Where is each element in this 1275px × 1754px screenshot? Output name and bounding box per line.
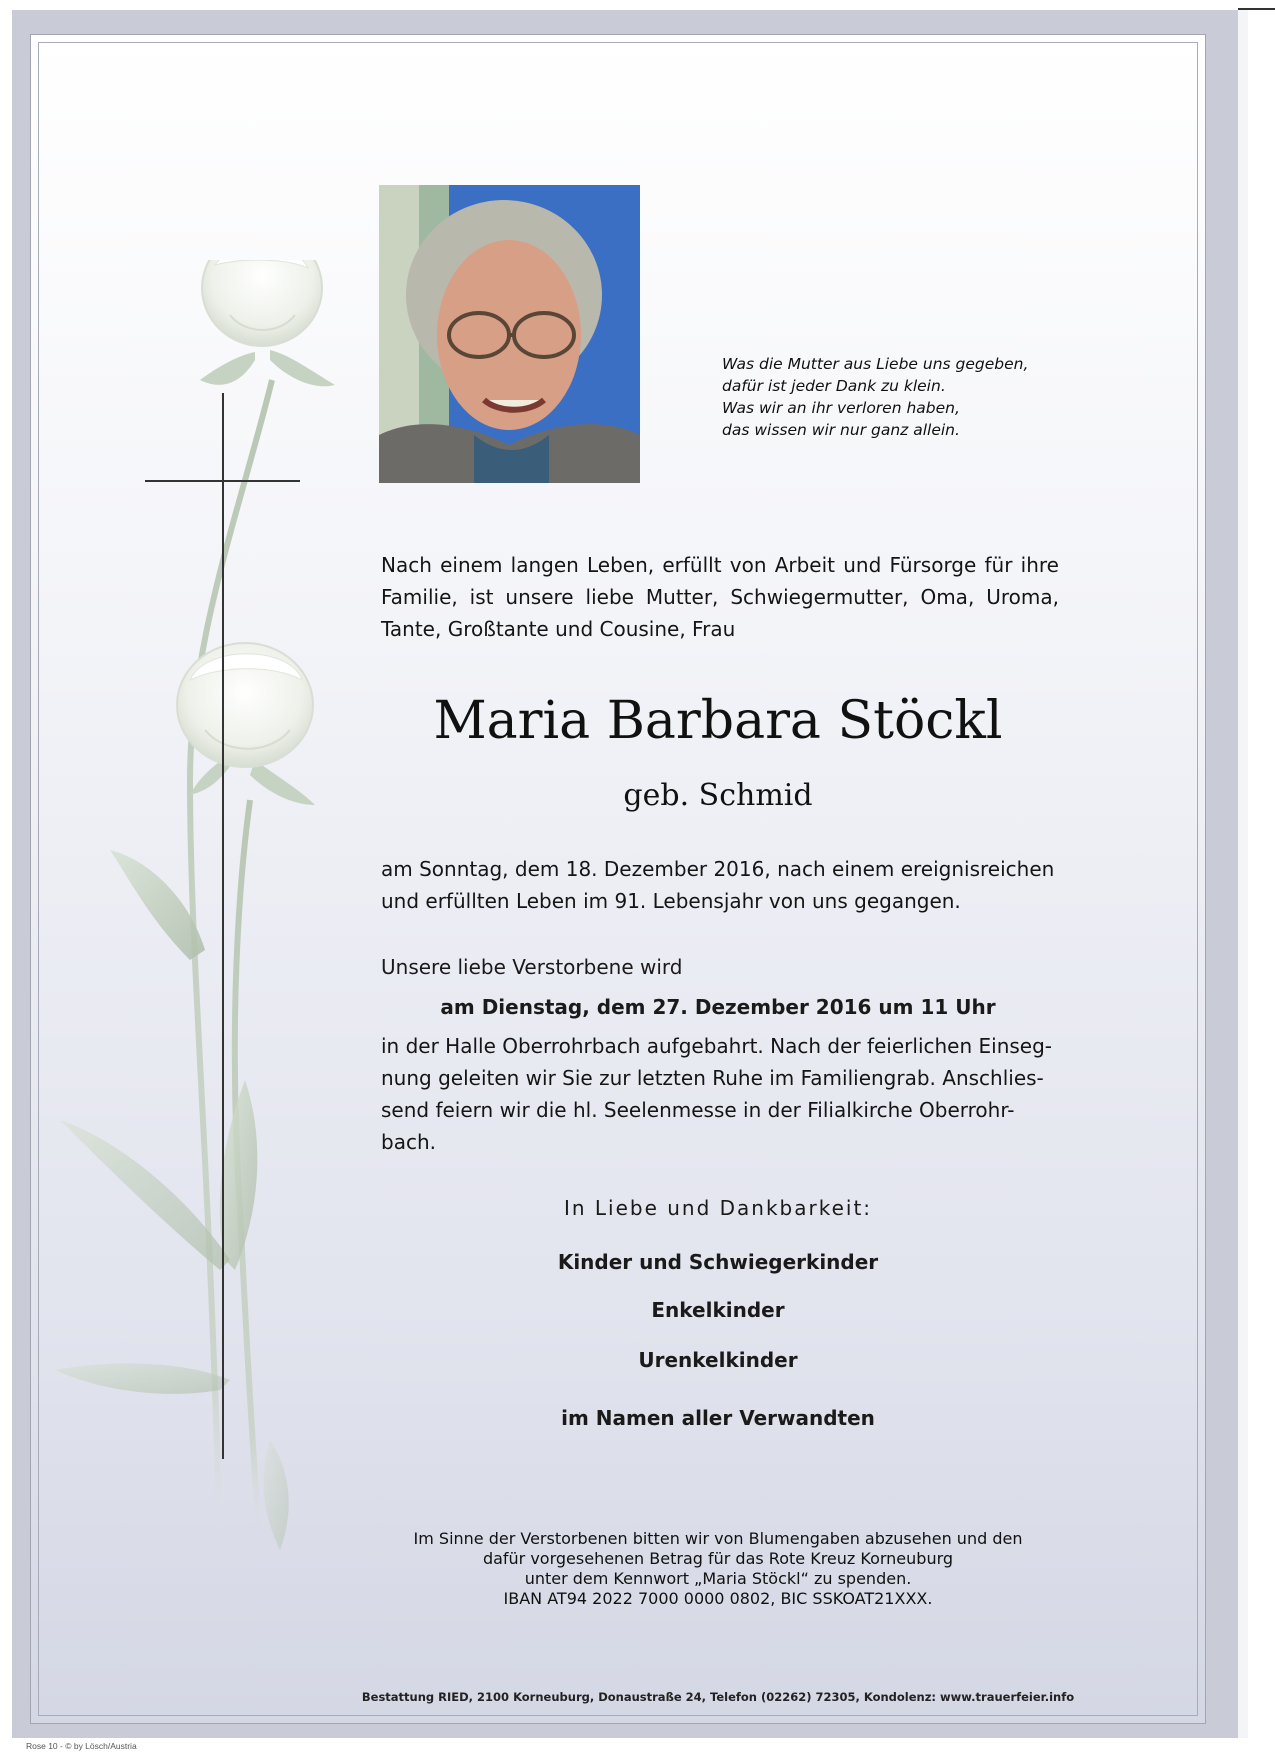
donation-note-line: unter dem Kennwort „Maria Stöckl“ zu spenden.: [524, 1569, 912, 1588]
mourner-group: im Namen aller Verwandten: [561, 1406, 875, 1430]
mourner-group: Enkelkinder: [651, 1298, 785, 1322]
poem-line: Was die Mutter aus Liebe uns gegeben,: [722, 355, 1029, 373]
scan-edge-line: [1238, 8, 1275, 10]
death-notice-line: und erfüllten Leben im 91. Lebensjahr von uns gegangen.: [381, 889, 961, 913]
death-notice: [381, 853, 1061, 917]
donation-note: [300, 1529, 1136, 1609]
image-credit: Rose 10 - © by Lösch/Austria: [26, 1741, 137, 1751]
funeral-date-time: am Dienstag, dem 27. Dezember 2016 um 11 Uhr: [440, 995, 996, 1019]
mourner-group: Kinder und Schwiegerkinder: [557, 1250, 879, 1274]
mourner-group: Urenkelkinder: [638, 1348, 798, 1372]
funeral-line: in der Halle Oberrohrbach aufgebahrt. Nach der feierlichen Einseg-: [381, 1034, 1053, 1058]
cross-vertical-line: [222, 393, 224, 1459]
cross-horizontal-line: [145, 480, 300, 482]
funeral-line: send feiern wir die hl. Seelenmesse in der Filialkirche Oberrohr-: [381, 1098, 1015, 1122]
intro-paragraph: Nach einem langen Leben, erfüllt von Arbeit und Fürsorge für ihre Familie, ist unsere liebe Mutter, Schwiegermutter, Oma, Uroma, Tante, Großtante und Cousine, Frau: [381, 553, 1059, 641]
maiden-name: geb. Schmid: [623, 778, 813, 813]
poem-line: dafür ist jeder Dank zu klein.: [722, 377, 946, 395]
deceased-name: Maria Barbara Stöckl: [433, 691, 1003, 751]
donation-note-line: Im Sinne der Verstorbenen bitten wir von Blumengaben abzusehen und den: [413, 1529, 1023, 1548]
portrait-photo: [379, 185, 640, 483]
mourners-heading: In Liebe und Dankbarkeit:: [563, 1196, 873, 1220]
funeral-line: bach.: [381, 1130, 436, 1154]
donation-note-line: dafür vorgesehenen Betrag für das Rote Kreuz Korneuburg: [482, 1549, 954, 1568]
memorial-poem: [722, 353, 1152, 441]
funeral-details: [381, 1030, 1059, 1158]
donation-note-line: IBAN AT94 2022 7000 0000 0802, BIC SSKOAT21XXX.: [503, 1589, 933, 1608]
sheet-edge: [1238, 10, 1248, 1738]
poem-line: Was wir an ihr verloren haben,: [722, 399, 960, 417]
funeral-home-footer: Bestattung RIED, 2100 Korneuburg, Donaustraße 24, Telefon (02262) 72305, Kondolenz: www.trauerfeier.info: [361, 1690, 1075, 1704]
funeral-line: nung geleiten wir Sie zur letzten Ruhe im Familiengrab. Anschlies-: [381, 1066, 1044, 1090]
poem-line: das wissen wir nur ganz allein.: [722, 421, 960, 439]
funeral-lead: Unsere liebe Verstorbene wird: [381, 955, 683, 979]
death-notice-line: am Sonntag, dem 18. Dezember 2016, nach einem ereignisreichen: [381, 857, 1055, 881]
